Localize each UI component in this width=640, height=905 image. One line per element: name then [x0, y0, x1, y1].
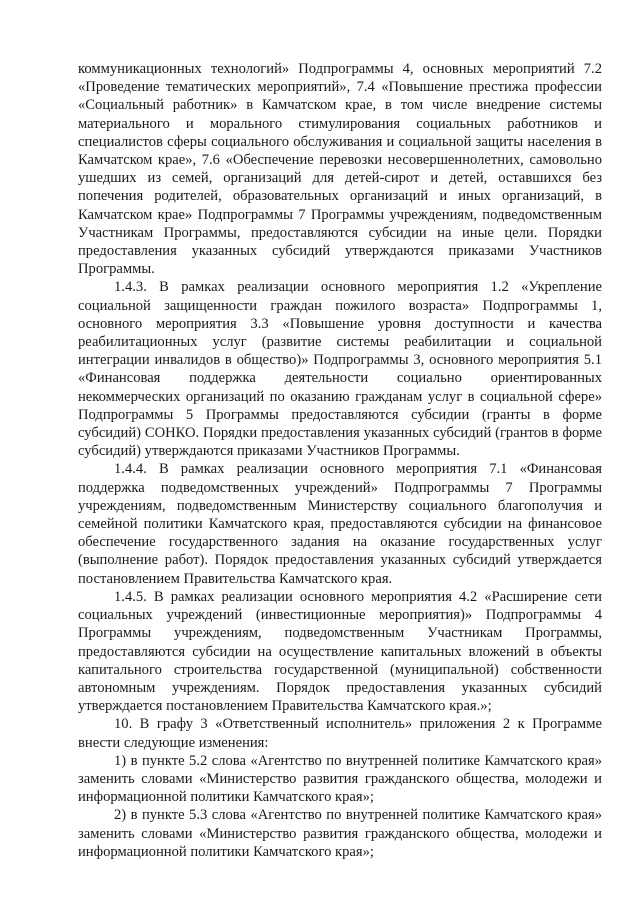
document-page — [78, 60, 602, 861]
paragraph-item-10: 10. В графу 3 «Ответственный исполнитель» приложения 2 к Программе внести следующие изменения: — [78, 716, 602, 751]
paragraph-continuation: коммуникационных технологий» Подпрограммы 4, основных мероприятий 7.2 «Проведение тематических мероприятий», 7.4 «Повышение престижа профессии «Социальный работник» в Камчатском крае, в том числе внедрение системы материального и морального стимулирования социальных работников и специалистов сферы социального обслуживания и социальной защиты населения в Камчатском крае», 7.6 «Обеспечение перевозки несовершеннолетних, самовольно ушедших из семей, организаций для детей-сирот и детей, оставшихся без попечения родителей, образовательных организаций и иных организаций, в Камчатском крае» Подпрограммы 7 Программы учреждениям, подведомственным Участникам Программы, предоставляются субсидии на иные цели. Порядки предоставления указанных субсидий утверждаются приказами Участников Программы. — [78, 61, 602, 278]
paragraph-subitem-2: 2) в пункте 5.3 слова «Агентство по внутренней политике Камчатского края» заменить словами «Министерство развития гражданского общества, молодежи и информационной политики Камчатского края»; — [78, 807, 602, 860]
paragraph-1-4-3: 1.4.3. В рамках реализации основного мероприятия 1.2 «Укрепление социальной защищенности граждан пожилого возраста» Подпрограммы 1, основного мероприятия 3.3 «Повышение уровня доступности и качества реабилитационных услуг (развитие системы реабилитации и социальной интеграции инвалидов в общество)» Подпрограммы 3, основного мероприятия 5.1 «Финансовая поддержка деятельности социально ориентированных некоммерческих организаций по оказанию гражданам услуг в социальной сфере» Подпрограммы 5 Программы предоставляются субсидии (гранты в форме субсидий) СОНКО. Порядки предоставления указанных субсидий (грантов в форме субсидий) утверждаются приказами Участников Программы. — [78, 279, 602, 460]
paragraph-1-4-4: 1.4.4. В рамках реализации основного мероприятия 7.1 «Финансовая поддержка подведомственных учреждений» Подпрограммы 7 Программы учреждениям, подведомственным Министерству социального благополучия и семейной политики Камчатского края, предоставляются субсидии на финансовое обеспечение государственного задания на оказание государственных услуг (выполнение работ). Порядок предоставления указанных субсидий утверждается постановлением Правительства Камчатского края. — [78, 461, 602, 587]
paragraph-1-4-5: 1.4.5. В рамках реализации основного мероприятия 4.2 «Расширение сети социальных учреждений (инвестиционные мероприятия)» Подпрограммы 4 Программы учреждениям, подведомственным Участникам Программы, предоставляются субсидии на осуществление капитальных вложений в объекты капитального строительства государственной (муниципальной) собственности автономным учреждениям. Порядок предоставления указанных субсидий утверждается постановлением Правительства Камчатского края.»; — [78, 588, 602, 715]
paragraph-subitem-1: 1) в пункте 5.2 слова «Агентство по внутренней политике Камчатского края» заменить словами «Министерство развития гражданского общества, молодежи и информационной политики Камчатского края»; — [78, 752, 602, 806]
